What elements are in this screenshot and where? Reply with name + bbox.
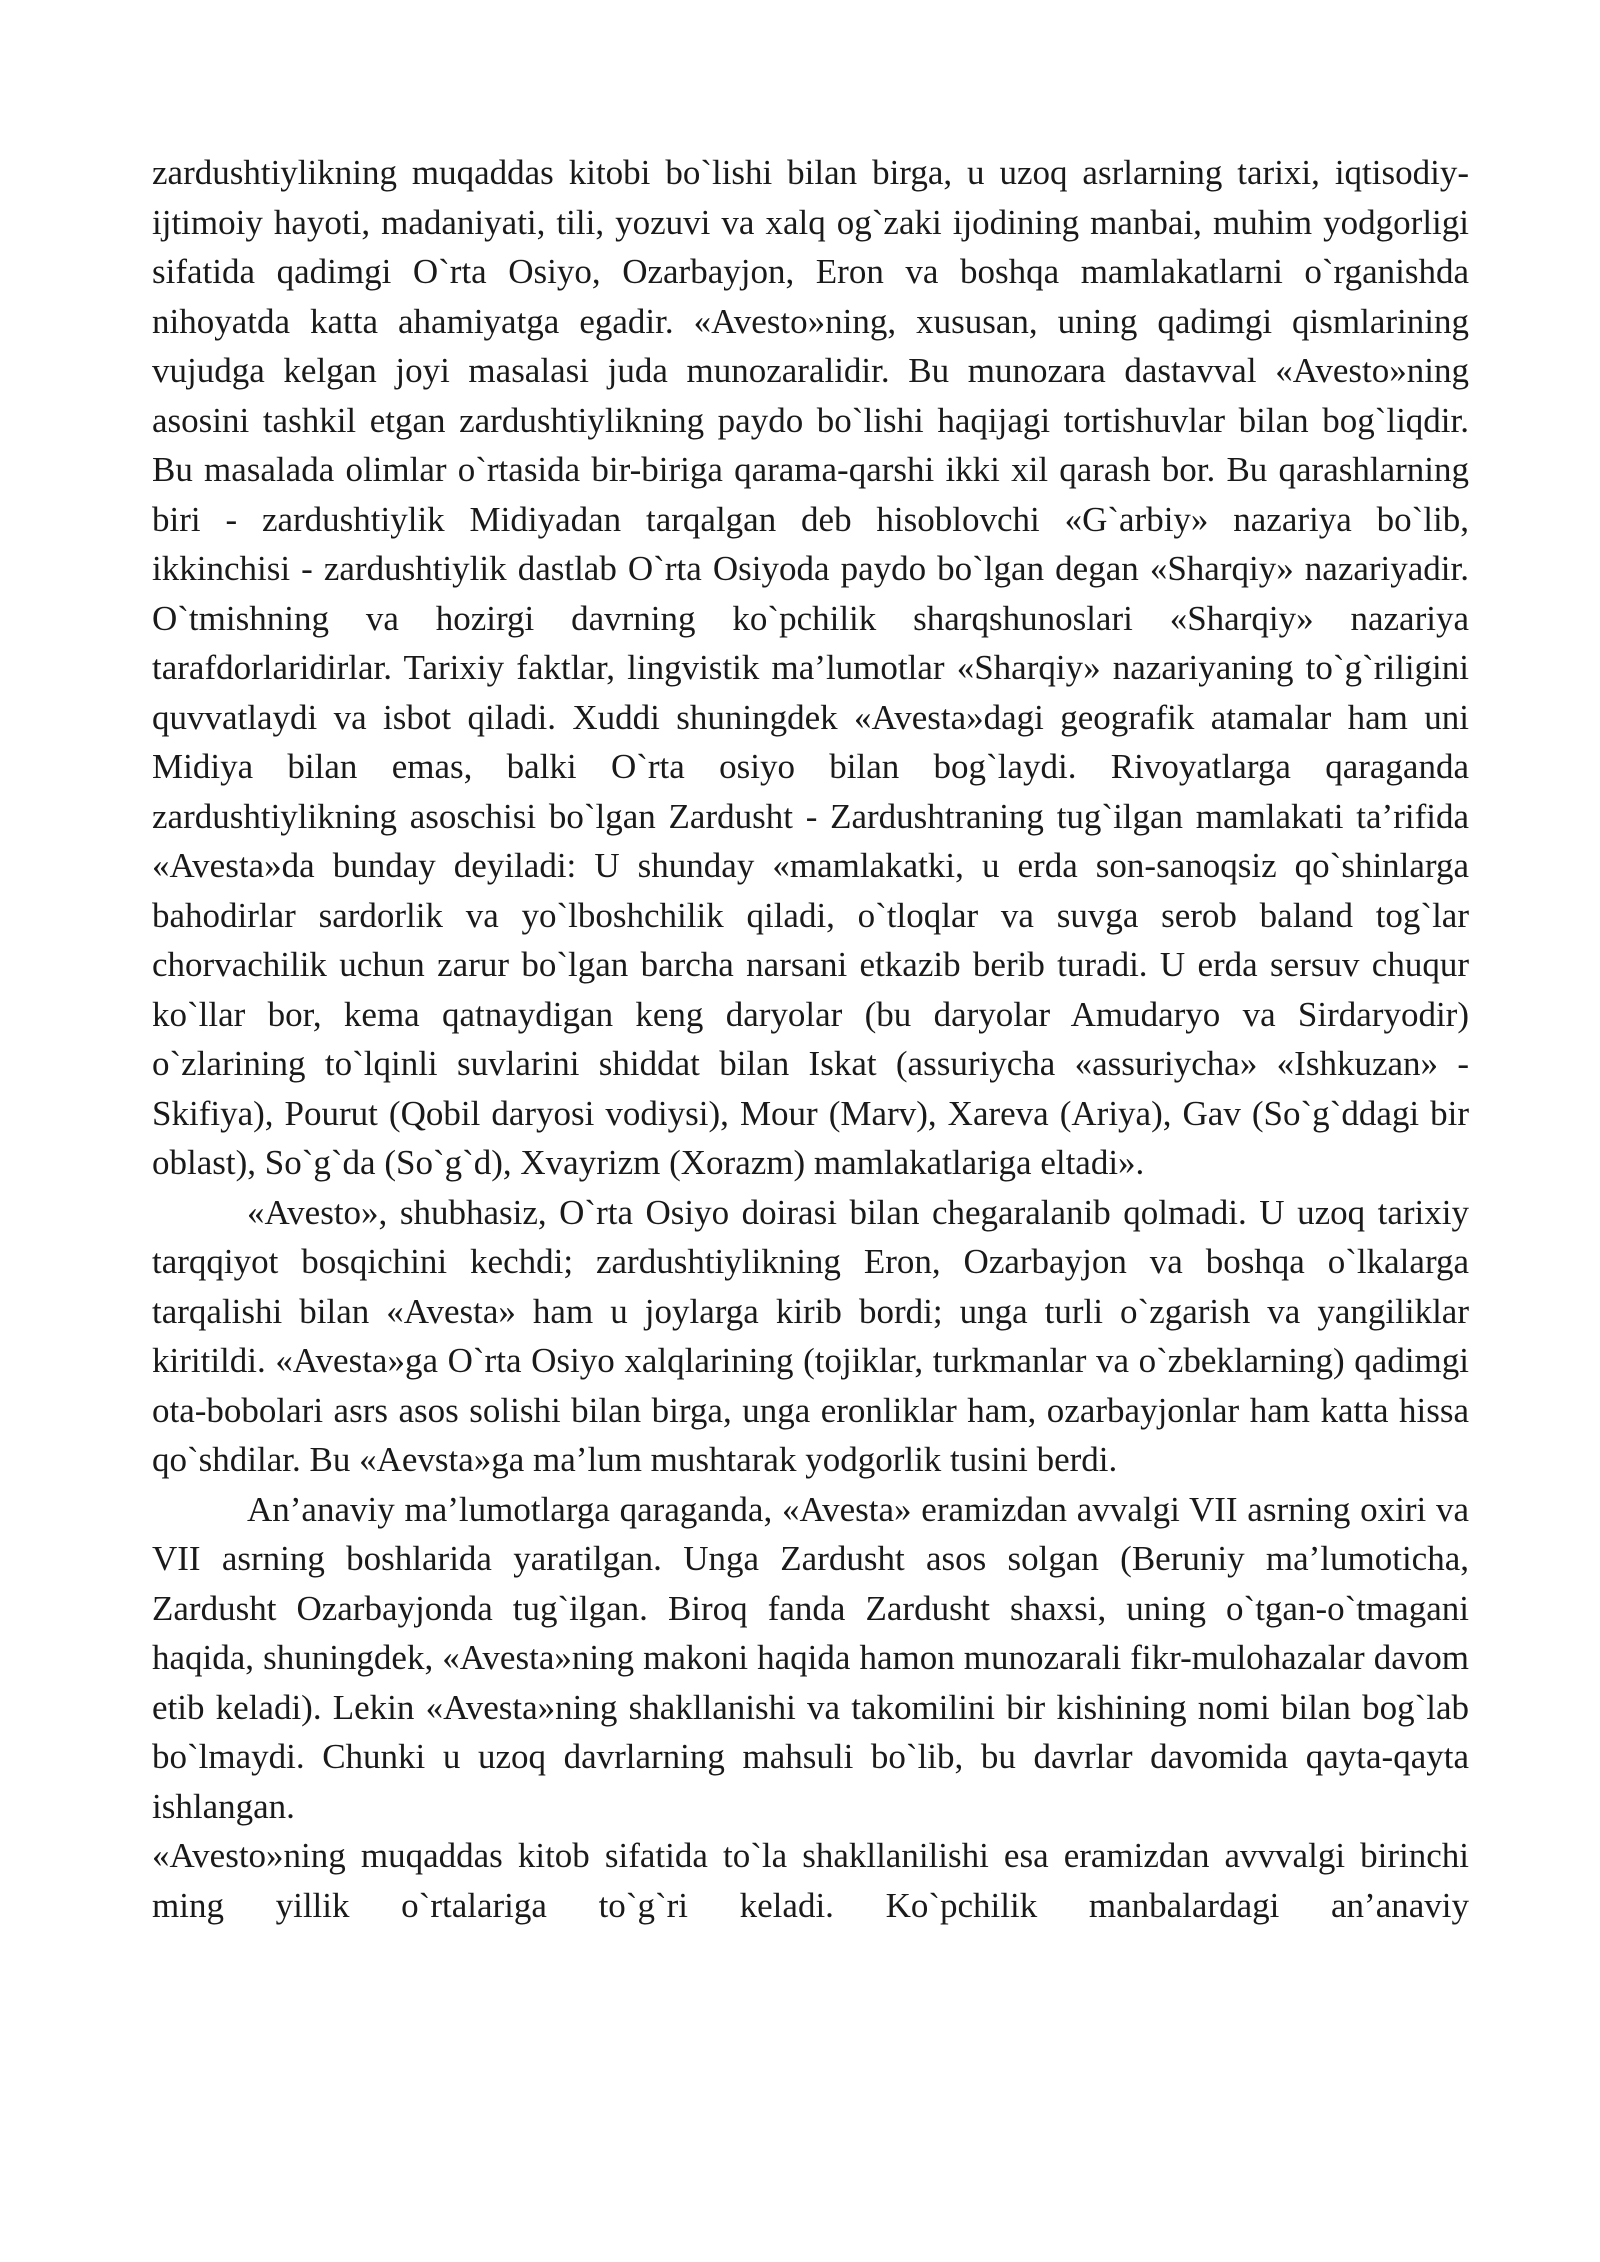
document-body — [152, 148, 1469, 1930]
paragraph-1: zardushtiylikning muqaddas kitobi bo`lishi bilan birga, u uzoq asrlarning tarixi, iqtisodiy-ijtimoiy hayoti, madaniyati, tili, yozuvi va xalq og`zaki ijodining manbai, muhim yodgorligi sifatida qadimgi O`rta Osiyo, Ozarbayjon, Eron va boshqa mamlakatlarni o`rganishda nihoyatda katta ahamiyatga egadir. «Avesto»ning, xususan, uning qadimgi qismlarining vujudga kelgan joyi masalasi juda munozaralidir. Bu munozara dastavval «Avesto»ning asosini tashkil etgan zardushtiylikning paydo bo`lishi haqijagi tortishuvlar bilan bog`liqdir. Bu masalada olimlar o`rtasida bir-biriga qarama-qarshi ikki xil qarash bor. Bu qarashlarning biri - zardushtiylik Midiyadan tarqalgan deb hisoblovchi «G`arbiy» nazariya bo`lib, ikkinchisi - zardushtiylik dastlab O`rta Osiyoda paydo bo`lgan degan «Sharqiy» nazariyadir. O`tmishning va hozirgi davrning ko`pchilik sharqshunoslari «Sharqiy» nazariya tarafdorlaridirlar. Tarixiy faktlar, lingvistik ma’lumotlar «Sharqiy» nazariyaning to`g`riligini quvvatlaydi va isbot qiladi. Xuddi shuningdek «Avesta»dagi geografik atamalar ham uni Midiya bilan emas, balki O`rta osiyo bilan bog`laydi. Rivoyatlarga qaraganda zardushtiylikning asoschisi bo`lgan Zardusht - Zardushtraning tug`ilgan mamlakati ta’rifida «Avesta»da bunday deyiladi: U shunday «mamlakatki, u erda son-sanoqsiz qo`shinlarga bahodirlar sardorlik va yo`lboshchilik qiladi, o`tloqlar va suvga serob baland tog`lar chorvachilik uchun zarur bo`lgan barcha narsani etkazib berib turadi. U erda sersuv chuqur ko`llar bor, kema qatnaydigan keng daryolar (bu daryolar Amudaryo va Sirdaryodir) o`zlarining to`lqinli suvlarini shiddat bilan Iskat (assuriycha «assuriycha» «Ishkuzan» - Skifiya), Pourut (Qobil daryosi vodiysi), Mour (Marv), Xareva (Ariya), Gav (So`g`ddagi bir oblast), So`g`da (So`g`d), Xvayrizm (Xorazm) mamlakatlariga eltadi». — [152, 153, 1469, 1182]
paragraph-2: «Avesto», shubhasiz, O`rta Osiyo doirasi bilan chegaralanib qolmadi. U uzoq tarixiy tarqqiyot bosqichini kechdi; zardushtiylikning Eron, Ozarbayjon va boshqa o`lkalarga tarqalishi bilan «Avesta» ham u joylarga kirib bordi; unga turli o`zgarish va yangiliklar kiritildi. «Avesta»ga O`rta Osiyo xalqlarining (tojiklar, turkmanlar va o`zbeklarning) qadimgi ota-bobolari asrs asos solishi bilan birga, unga eronliklar ham, ozarbayjonlar ham katta hissa qo`shdilar. Bu «Aevsta»ga ma’lum mushtarak yodgorlik tusini berdi. — [152, 1192, 1469, 1479]
paragraph-3: An’anaviy ma’lumotlarga qaraganda, «Avesta» eramizdan avvalgi VII asrning oxiri va VII asrning boshlarida yaratilgan. Unga Zardusht asos solgan (Beruniy ma’lumoticha, Zardusht Ozarbayjonda tug`ilgan. Biroq fanda Zardusht shaxsi, uning o`tgan-o`tmagani haqida, shuningdek, «Avesta»ning makoni haqida hamon munozarali fikr-mulohazalar davom etib keladi). Lekin «Avesta»ning shakllanishi va takomilini bir kishining nomi bilan bog`lab bo`lmaydi. Chunki u uzoq davrlarning mahsuli bo`lib, bu davrlar davomida qayta-qayta ishlangan. — [152, 1489, 1469, 1826]
paragraph-4: «Avesto»ning muqaddas kitob sifatida to`la shakllanilishi esa eramizdan avvvalgi birinchi ming yillik o`rtalariga to`g`ri keladi. Ko`pchilik manbalardagi an’anaviy — [152, 1836, 1469, 1925]
